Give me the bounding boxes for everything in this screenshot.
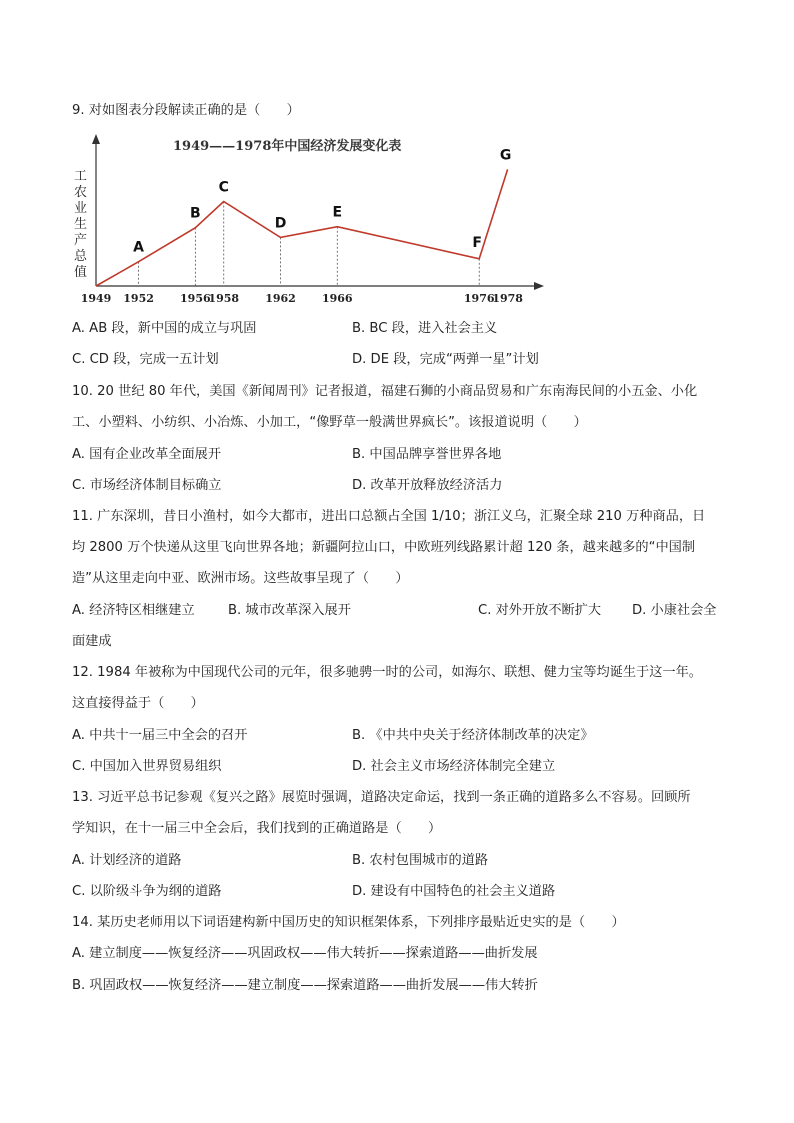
q12-option-b[interactable]: B. 《中共中央关于经济体制改革的决定》 [352,728,594,743]
q10-stem-line-2: 工、小塑料、小纺织、小冶炼、小加工，“像野草一般满世界疯长”。该报道说明（ ） [72,415,587,430]
point-label-d: D [274,215,287,232]
y-axis-label-char: 总 [74,249,88,264]
chart-title: 1949——1978年中国经济发展变化表 [173,139,402,154]
x-tick-label: 1958 [208,292,240,305]
q14-stem: 14. 某历史老师用以下词语建构新中国历史的知识框架体系，下列排序最贴近史实的是（ ） [72,915,625,930]
q11-option-d[interactable]: D. 小康社会全 [632,603,717,618]
q12-stem-line-2: 这直接得益于（ ） [72,696,204,711]
y-axis-label-char: 工 [74,169,88,184]
q9-stem: 9. 对如图表分段解读正确的是（ ） [72,103,300,118]
y-axis-label [74,169,88,280]
point-label-b: B [190,205,201,222]
q11-stem-line-3: 造”从这里走向中亚、欧洲市场。这些故事呈现了（ ） [72,571,409,586]
economic-development-chart [68,130,548,308]
point-label-g: G [499,147,512,164]
q14-option-b[interactable]: B. 巩固政权——恢复经济——建立制度——探索道路——曲折发展——伟大转折 [72,978,538,993]
q11-option-c[interactable]: C. 对外开放不断扩大 [478,603,602,618]
q10-stem-line-1: 10. 20 世纪 80 年代，美国《新闻周刊》记者报道，福建石狮的小商品贸易和广东南海民间的小五金、小化 [72,384,698,399]
q11-option-d-wrap: 面建成 [72,634,112,649]
q9-option-c[interactable]: C. CD 段，完成一五计划 [72,352,219,367]
x-tick-label: 1962 [265,292,296,305]
point-label-a: A [133,239,145,256]
q12-stem-line-1: 12. 1984 年被称为中国现代公司的元年，很多驰骋一时的公司，如海尔、联想、健力宝等均诞生于这一年。 [72,665,702,680]
q10-option-a[interactable]: A. 国有企业改革全面展开 [72,447,222,462]
q11-stem-line-2: 均 2800 万个快递从这里飞向世界各地；新疆阿拉山口，中欧班列线路累计超 120 条，越来越多的“中国制 [72,540,696,555]
q14-option-a[interactable]: A. 建立制度——恢复经济——巩固政权——伟大转折——探索道路——曲折发展 [72,946,538,961]
y-axis-label-char: 农 [74,185,88,200]
series-line [96,169,508,286]
q13-option-d[interactable]: D. 建设有中国特色的社会主义道路 [352,884,556,899]
q13-option-a[interactable]: A. 计划经济的道路 [72,853,182,868]
q11-option-a[interactable]: A. 经济特区相继建立 [72,603,195,618]
q13-option-c[interactable]: C. 以阶级斗争为纲的道路 [72,884,222,899]
point-label-e: E [332,204,343,221]
q11-stem-line-1: 11. 广东深圳，昔日小渔村，如今大都市，进出口总额占全国 1/10；浙江义乌，汇聚全球 210 万种商品，日 [72,509,706,524]
q13-stem-line-1: 13. 习近平总书记参观《复兴之路》展览时强调，道路决定命运，找到一条正确的道路多么不容易。回顾所 [72,790,691,805]
x-tick-label: 1949 [80,292,112,305]
q10-option-d[interactable]: D. 改革开放释放经济活力 [352,478,503,493]
q13-option-b[interactable]: B. 农村包围城市的道路 [352,853,489,868]
q11-option-b[interactable]: B. 城市改革深入展开 [228,603,351,618]
x-tick-label: 1952 [123,292,154,305]
point-label-c: C [218,179,229,196]
q9-option-a[interactable]: A. AB 段，新中国的成立与巩固 [72,321,257,336]
y-axis-label-char: 值 [74,265,88,280]
x-axis-arrow [534,282,544,290]
q9-option-d[interactable]: D. DE 段，完成“两弹一星”计划 [352,352,539,367]
x-tick-label: 1978 [492,292,523,305]
y-axis-label-char: 业 [74,201,88,216]
q12-option-c[interactable]: C. 中国加入世界贸易组织 [72,759,222,774]
y-axis-label-char: 生 [74,217,88,232]
q9-option-b[interactable]: B. BC 段，进入社会主义 [352,321,498,336]
x-tick-label: 1976 [463,292,495,305]
y-axis-arrow [92,134,100,144]
q10-option-b[interactable]: B. 中国品牌享誉世界各地 [352,447,502,462]
x-tick-label: 1966 [321,292,353,305]
point-label-f: F [472,234,483,251]
q12-option-a[interactable]: A. 中共十一届三中全会的召开 [72,728,248,743]
q12-option-d[interactable]: D. 社会主义市场经济体制完全建立 [352,759,556,774]
y-axis-label-char: 产 [74,233,88,248]
q13-stem-line-2: 学知识，在十一届三中全会后，我们找到的正确道路是（ ） [72,821,442,836]
x-tick-label: 1956 [180,292,211,305]
q10-option-c[interactable]: C. 市场经济体制目标确立 [72,478,222,493]
